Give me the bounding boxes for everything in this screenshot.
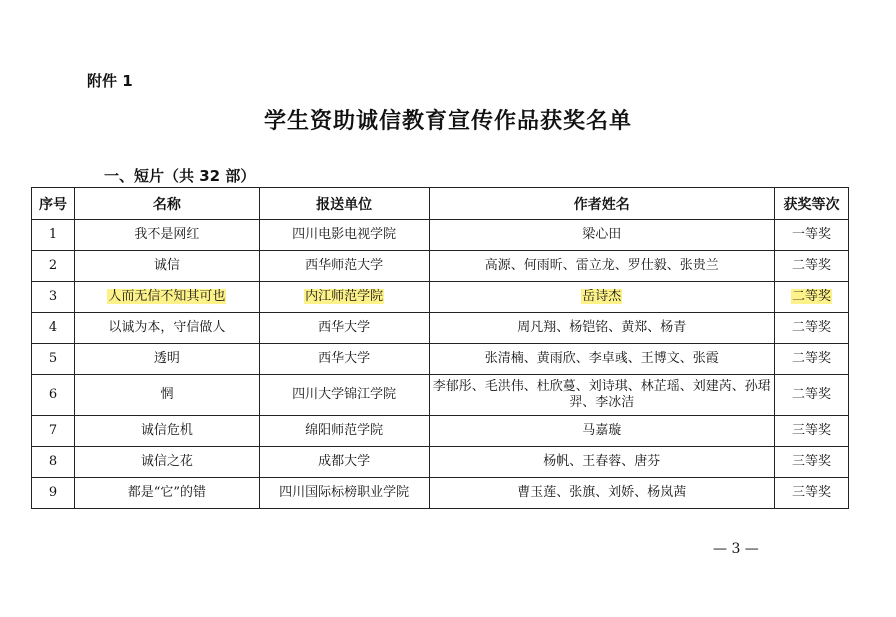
- cell-authors: 高源、何雨昕、雷立龙、罗仕毅、张贵兰: [429, 251, 775, 282]
- highlighted-authors: 岳诗杰: [582, 289, 622, 304]
- cell-unit: 西华大学: [259, 313, 429, 344]
- cell-award: 二等奖: [775, 344, 849, 375]
- cell-unit: 成都大学: [259, 447, 429, 478]
- cell-authors: 梁心田: [429, 220, 775, 251]
- highlighted-name: 人而无信不知其可也: [108, 289, 226, 304]
- table-row: [32, 478, 849, 509]
- cell-award: 二等奖: [775, 313, 849, 344]
- cell-name: 透明: [74, 344, 259, 375]
- header-unit: 报送单位: [259, 188, 429, 220]
- cell-award: 二等奖: [775, 251, 849, 282]
- highlighted-award: 二等奖: [792, 289, 832, 304]
- cell-award: 三等奖: [775, 447, 849, 478]
- cell-serial: 2: [32, 251, 75, 282]
- cell-serial: 9: [32, 478, 75, 509]
- cell-unit: 绵阳师范学院: [259, 416, 429, 447]
- header-serial: 序号: [32, 188, 75, 220]
- cell-authors: 李郁彤、毛洪伟、杜欣蔓、刘诗琪、林芷瑶、刘建芮、孙珺羿、李冰洁: [429, 375, 775, 416]
- cell-unit: 四川电影电视学院: [259, 220, 429, 251]
- cell-name: 都是“它”的错: [74, 478, 259, 509]
- cell-serial: 1: [32, 220, 75, 251]
- cell-award: 三等奖: [775, 416, 849, 447]
- cell-name: 惘: [74, 375, 259, 416]
- cell-unit: 西华大学: [259, 344, 429, 375]
- table-row: [32, 251, 849, 282]
- cell-serial: 8: [32, 447, 75, 478]
- cell-name: 诚信: [74, 251, 259, 282]
- cell-authors: 杨帆、王春蓉、唐芬: [429, 447, 775, 478]
- cell-name: [74, 282, 259, 313]
- table-row: [32, 313, 849, 344]
- header-award: 获奖等次: [775, 188, 849, 220]
- cell-unit: 四川大学锦江学院: [259, 375, 429, 416]
- table-row: [32, 416, 849, 447]
- highlighted-unit: 内江师范学院: [305, 289, 384, 304]
- cell-authors: 周凡翔、杨铠铭、黄郑、杨青: [429, 313, 775, 344]
- header-name: 名称: [74, 188, 259, 220]
- cell-name: 以诚为本，守信做人: [74, 313, 259, 344]
- cell-award: 一等奖: [775, 220, 849, 251]
- header-authors: 作者姓名: [429, 188, 775, 220]
- cell-serial: 6: [32, 375, 75, 416]
- cell-authors: 马嘉璇: [429, 416, 775, 447]
- attachment-label: 附件 1: [87, 72, 133, 90]
- table-row: [32, 447, 849, 478]
- cell-serial: 7: [32, 416, 75, 447]
- table-row: [32, 375, 849, 416]
- cell-unit: [259, 282, 429, 313]
- cell-name: 诚信危机: [74, 416, 259, 447]
- cell-name: 诚信之花: [74, 447, 259, 478]
- page-number: — 3 —: [713, 541, 759, 557]
- section-heading: 一、短片（共 32 部）: [104, 167, 256, 185]
- cell-name: 我不是网红: [74, 220, 259, 251]
- table-row: [32, 344, 849, 375]
- cell-serial: 5: [32, 344, 75, 375]
- cell-award: 三等奖: [775, 478, 849, 509]
- cell-authors: 张清楠、黄雨欣、李卓彧、王博文、张霞: [429, 344, 775, 375]
- table-row-highlighted: [32, 282, 849, 313]
- cell-authors: [429, 282, 775, 313]
- table-header-row: [32, 188, 849, 220]
- cell-serial: 3: [32, 282, 75, 313]
- cell-unit: 四川国际标榜职业学院: [259, 478, 429, 509]
- cell-unit: 西华师范大学: [259, 251, 429, 282]
- document-title: 学生资助诚信教育宣传作品获奖名单: [263, 109, 632, 134]
- cell-award: 二等奖: [775, 375, 849, 416]
- table-row: [32, 220, 849, 251]
- cell-authors: 曹玉莲、张旗、刘娇、杨岚茜: [429, 478, 775, 509]
- cell-serial: 4: [32, 313, 75, 344]
- awards-table: [31, 187, 849, 509]
- cell-award: [775, 282, 849, 313]
